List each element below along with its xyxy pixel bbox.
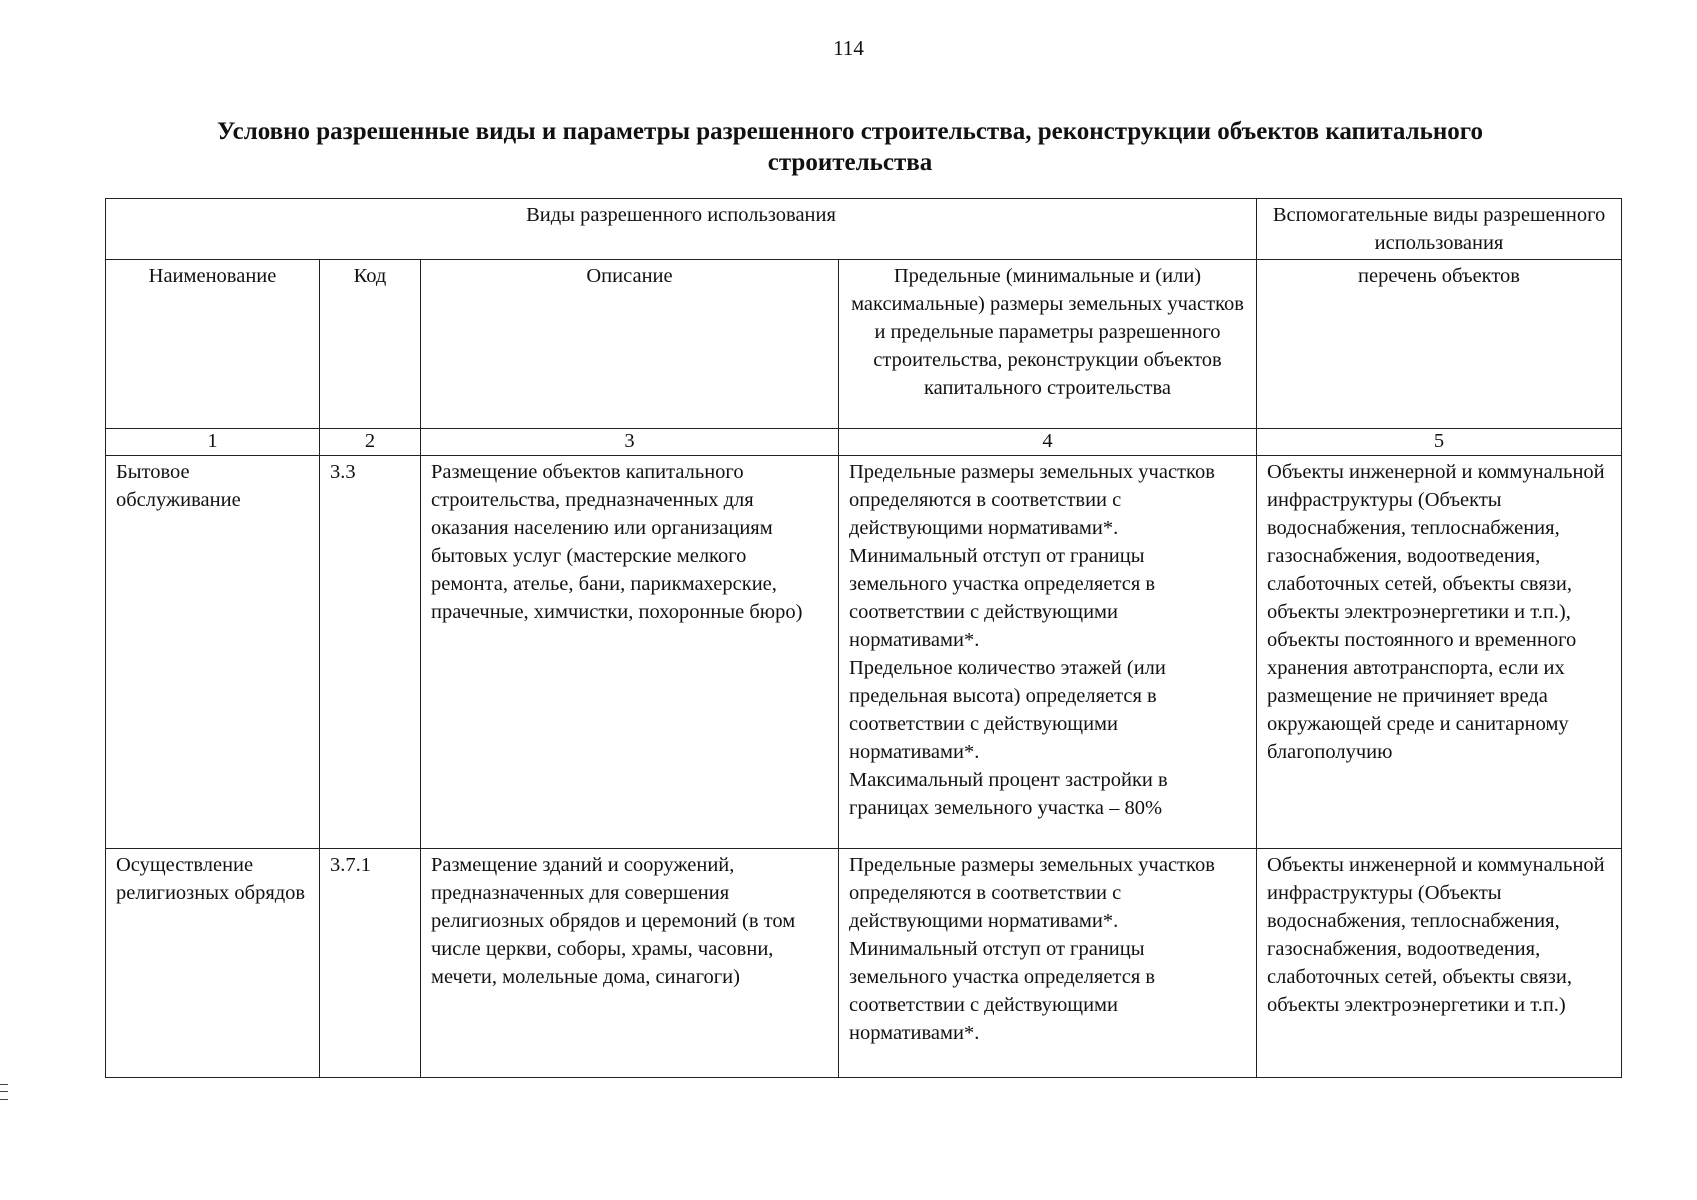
column-header-description: Описание [421,260,839,429]
column-number: 1 [106,429,320,456]
permitted-uses-table [105,198,1622,1078]
limit-item: Предельное количество этажей (или предельная высота) определяется в соответствии с действующими нормативами*. [849,657,1166,763]
document-title: Условно разрешенные виды и параметры разрешенного строительства, реконструкции объектов капитального строительства [216,118,1484,176]
limit-item: Минимальный отступ от границы земельного участка определяется в соответствии с действующими нормативами*. [849,938,1156,1044]
row-description: Размещение зданий и сооружений, предназначенных для совершения религиозных обрядов и церемоний (в том числе церкви, соборы, храмы, часовни, мечети, молельные дома, синагоги) [421,849,839,1078]
column-number: 3 [421,429,839,456]
column-header-limits: Предельные (минимальные и (или) максимальные) размеры земельных участков и предельные параметры разрешенного строительства, реконструкции объектов капитального строительства [839,260,1257,429]
limit-item: Предельные размеры земельных участков определяются в соответствии с действующими нормативами*. [849,461,1215,539]
column-number-row [106,429,1622,456]
column-header-objects: перечень объектов [1257,260,1622,429]
row-objects: Объекты инженерной и коммунальной инфраструктуры (Объекты водоснабжения, теплоснабжения, газоснабжения, водоотведения, слаботочных сетей, объекты связи, объекты электроэнергетики и т.п.) [1257,849,1622,1078]
row-name: Бытовое обслуживание [106,456,320,849]
page-number: 114 [833,36,864,60]
group-header-auxiliary-uses: Вспомогательные виды разрешенного использования [1257,199,1622,260]
row-code: 3.3 [320,456,421,849]
column-number: 4 [839,429,1257,456]
column-header-name: Наименование [106,260,320,429]
row-description: Размещение объектов капитального строительства, предназначенных для оказания населению или организациям бытовых услуг (мастерские мелкого ремонта, ателье, бани, парикмахерские, прачечные, химчистки, похоронные бюро) [421,456,839,849]
group-header-row [106,199,1622,260]
column-header-row [106,260,1622,429]
row-limits [839,849,1257,1078]
column-header-code: Код [320,260,421,429]
table-row [106,456,1622,849]
limit-item: Максимальный процент застройки в границах земельного участка – 80% [849,769,1168,819]
limit-item: Предельные размеры земельных участков определяются в соответствии с действующими нормативами*. [849,854,1215,932]
row-objects: Объекты инженерной и коммунальной инфраструктуры (Объекты водоснабжения, теплоснабжения, газоснабжения, водоотведения, слаботочных сетей, объекты связи, объекты электроэнергетики и т.п.), объекты постоянного и временного хранения автотранспорта, если их размещение не причиняет вреда окружающей среде и санитарному благополучию [1257,456,1622,849]
table-row [106,849,1622,1078]
row-limits [839,456,1257,849]
margin-mark [0,1084,8,1100]
row-name: Осуществление религиозных обрядов [106,849,320,1078]
column-number: 5 [1257,429,1622,456]
group-header-permitted-uses: Виды разрешенного использования [106,199,1257,260]
row-code: 3.7.1 [320,849,421,1078]
limit-item: Минимальный отступ от границы земельного участка определяется в соответствии с действующими нормативами*. [849,545,1156,651]
column-number: 2 [320,429,421,456]
